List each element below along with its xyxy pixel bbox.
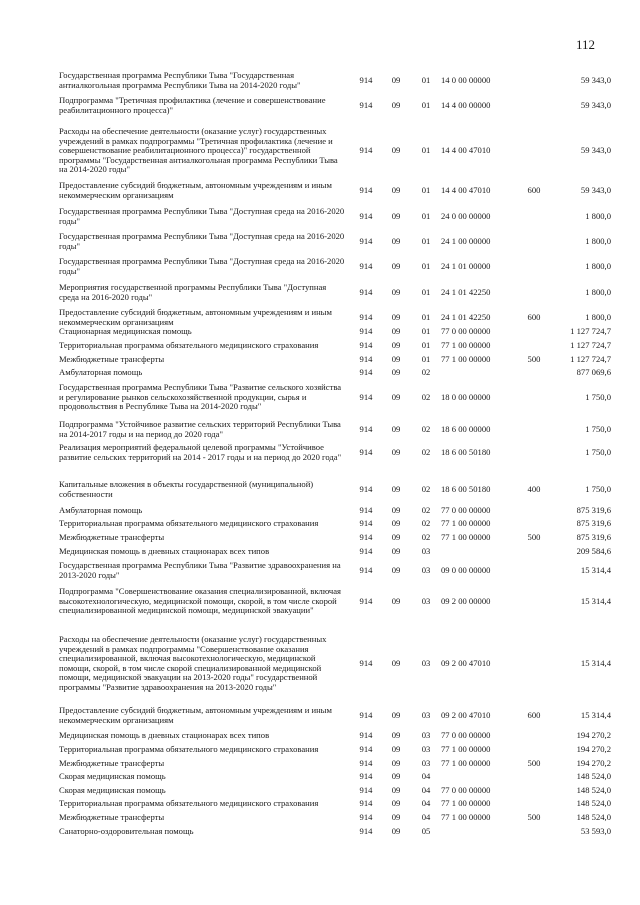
row-subsection: 02	[421, 423, 431, 434]
row-code: 914	[359, 286, 373, 297]
table-row	[59, 547, 611, 557]
row-code: 914	[359, 595, 373, 606]
row-name: Амбулаторная помощь	[59, 505, 143, 515]
row-amount: 1 750,0	[585, 423, 611, 434]
row-name: Территориальная программа обязательного медицинского страхования	[59, 340, 319, 350]
row-code: 914	[359, 391, 373, 402]
row-name: Территориальная программа обязательного медицинского страхования	[59, 518, 319, 528]
row-name: Предоставление субсидий бюджетным, автономным учреждениям и иным некоммерческим организациям	[59, 307, 332, 327]
row-section: 09	[391, 812, 401, 822]
table-row	[59, 327, 611, 337]
row-target-code: 14 4 00 47010	[441, 184, 491, 195]
table-row	[59, 731, 611, 741]
row-subsection: 03	[421, 595, 431, 606]
row-section: 09	[391, 785, 401, 795]
row-code: 914	[359, 311, 373, 322]
row-subsection: 04	[421, 812, 431, 822]
row-section: 09	[391, 423, 401, 434]
row-name: Подпрограмма "Устойчивое развитие сельских территорий Республики Тыва на 2014-2017 годы и на период до 2020 года"	[59, 419, 341, 439]
row-code: 914	[359, 340, 373, 350]
row-subsection: 03	[421, 709, 431, 720]
table-row	[59, 232, 611, 251]
table-row	[59, 813, 611, 823]
row-name: Межбюджетные трансферты	[59, 758, 165, 768]
row-name: Государственная программа Республики Тыва "Доступная среда на 2016-2020 годы"	[59, 256, 345, 276]
row-expense-type: 500	[527, 758, 541, 768]
row-name: Подпрограмма "Совершенствование оказания специализированной, включая высокотехнологическую, медицинской помощи, скорой, в том числе скорой специализированной медицинской помощи, медицинской эвакуации"	[59, 586, 342, 616]
row-section: 09	[391, 260, 401, 271]
row-subsection: 02	[421, 446, 431, 457]
row-code: 914	[359, 771, 373, 781]
row-target-code: 77 1 00 00000	[441, 340, 491, 350]
row-subsection: 03	[421, 546, 431, 556]
row-name: Скорая медицинская помощь	[59, 771, 166, 781]
row-name: Амбулаторная помощь	[59, 367, 143, 377]
row-amount: 1 750,0	[585, 391, 611, 402]
table-row	[59, 257, 611, 276]
row-amount: 59 343,0	[580, 99, 611, 110]
row-amount: 877 069,6	[576, 367, 611, 377]
row-subsection: 01	[421, 210, 431, 221]
table-row	[59, 283, 611, 302]
row-target-code: 77 0 00 00000	[441, 505, 491, 515]
row-amount: 194 270,2	[576, 744, 611, 754]
row-amount: 209 584,6	[576, 546, 611, 556]
row-section: 09	[391, 798, 401, 808]
row-amount: 1 750,0	[585, 483, 611, 494]
row-code: 914	[359, 210, 373, 221]
table-row	[59, 745, 611, 755]
row-amount: 15 314,4	[580, 564, 611, 575]
row-expense-type: 600	[527, 709, 541, 720]
row-name: Государственная программа Республики Тыва "Доступная среда на 2016-2020 годы"	[59, 231, 345, 251]
row-section: 09	[391, 505, 401, 515]
row-code: 914	[359, 354, 373, 364]
row-subsection: 02	[421, 391, 431, 402]
table-row	[59, 519, 611, 529]
row-amount: 15 314,4	[580, 595, 611, 606]
table-row	[59, 706, 611, 725]
row-subsection: 04	[421, 771, 431, 781]
row-target-code: 24 0 00 00000	[441, 210, 491, 221]
row-section: 09	[391, 74, 401, 85]
row-expense-type: 500	[527, 532, 541, 542]
row-section: 09	[391, 184, 401, 195]
row-subsection: 01	[421, 340, 431, 350]
row-section: 09	[391, 367, 401, 377]
row-name: Предоставление субсидий бюджетным, автономным учреждениям и иным некоммерческим организациям	[59, 180, 332, 200]
row-target-code: 14 4 00 47010	[441, 145, 491, 156]
row-name: Скорая медицинская помощь	[59, 785, 166, 795]
table-row	[59, 772, 611, 782]
row-name: Межбюджетные трансферты	[59, 532, 165, 542]
row-amount: 1 800,0	[585, 235, 611, 246]
table-row	[59, 759, 611, 769]
row-name: Расходы на обеспечение деятельности (оказание услуг) государственных учреждений в рамках подпрограммы "Третичная профилактика (лечение и совершенствование реабилитационного процесса)" государственной программы "Государственная антиалкогольная программа Республики Тыва на 2014-2020 годы"	[59, 126, 338, 175]
row-section: 09	[391, 518, 401, 528]
row-code: 914	[359, 758, 373, 768]
row-target-code: 24 1 01 42250	[441, 311, 491, 322]
row-section: 09	[391, 354, 401, 364]
row-subsection: 02	[421, 483, 431, 494]
row-section: 09	[391, 730, 401, 740]
row-section: 09	[391, 826, 401, 836]
row-section: 09	[391, 483, 401, 494]
row-amount: 15 314,4	[580, 709, 611, 720]
table-row	[59, 635, 611, 693]
row-target-code: 24 1 01 00000	[441, 260, 491, 271]
row-amount: 15 314,4	[580, 657, 611, 668]
table-row	[59, 533, 611, 543]
row-section: 09	[391, 311, 401, 322]
row-target-code: 77 1 00 00000	[441, 812, 491, 822]
row-subsection: 02	[421, 505, 431, 515]
row-section: 09	[391, 771, 401, 781]
row-target-code: 77 1 00 00000	[441, 758, 491, 768]
row-name: Государственная программа Республики Тыва "Развитие сельского хозяйства и регулирование рынков сельскохозяйственной продукции, сырья и продовольствия в Республике Тыва на 2014-2020 годы"	[59, 382, 342, 412]
row-expense-type: 500	[527, 812, 541, 822]
row-section: 09	[391, 532, 401, 542]
row-code: 914	[359, 812, 373, 822]
row-code: 914	[359, 657, 373, 668]
row-amount: 53 593,0	[580, 826, 611, 836]
row-amount: 148 524,0	[576, 812, 611, 822]
row-target-code: 09 2 00 00000	[441, 595, 491, 606]
row-code: 914	[359, 518, 373, 528]
row-section: 09	[391, 99, 401, 110]
row-target-code: 14 0 00 00000	[441, 74, 491, 85]
row-name: Государственная программа Республики Тыва "Развитие здравоохранения на 2013-2020 годы"	[59, 560, 341, 580]
row-code: 914	[359, 532, 373, 542]
row-target-code: 09 2 00 47010	[441, 657, 491, 668]
table-row	[59, 420, 611, 439]
row-code: 914	[359, 483, 373, 494]
row-code: 914	[359, 446, 373, 457]
row-target-code: 77 1 00 00000	[441, 532, 491, 542]
row-name: Медицинская помощь в дневных стационарах всех типов	[59, 730, 270, 740]
row-code: 914	[359, 326, 373, 336]
table-row	[59, 96, 611, 115]
row-subsection: 01	[421, 145, 431, 156]
row-expense-type: 600	[527, 184, 541, 195]
row-subsection: 05	[421, 826, 431, 836]
table-row	[59, 383, 611, 412]
row-code: 914	[359, 367, 373, 377]
row-amount: 875 319,6	[576, 518, 611, 528]
row-section: 09	[391, 446, 401, 457]
row-target-code: 14 4 00 00000	[441, 99, 491, 110]
row-section: 09	[391, 235, 401, 246]
row-section: 09	[391, 210, 401, 221]
row-target-code: 77 0 00 00000	[441, 785, 491, 795]
row-name: Территориальная программа обязательного медицинского страхования	[59, 798, 319, 808]
row-amount: 148 524,0	[576, 771, 611, 781]
row-target-code: 18 6 00 00000	[441, 423, 491, 434]
row-name: Санаторно-оздоровительная помощь	[59, 826, 194, 836]
row-section: 09	[391, 340, 401, 350]
row-subsection: 04	[421, 785, 431, 795]
row-name: Капитальные вложения в объекты государственной (муниципальной) собственности	[59, 479, 314, 499]
row-code: 914	[359, 826, 373, 836]
row-amount: 875 319,6	[576, 532, 611, 542]
row-section: 09	[391, 286, 401, 297]
row-subsection: 03	[421, 758, 431, 768]
row-amount: 148 524,0	[576, 785, 611, 795]
row-name: Мероприятия государственной программы Республики Тыва "Доступная среда на 2016-2020 годы"	[59, 282, 327, 302]
row-code: 914	[359, 785, 373, 795]
row-subsection: 03	[421, 730, 431, 740]
row-subsection: 01	[421, 354, 431, 364]
row-code: 914	[359, 145, 373, 156]
row-amount: 1 800,0	[585, 286, 611, 297]
row-subsection: 01	[421, 286, 431, 297]
row-code: 914	[359, 709, 373, 720]
row-code: 914	[359, 798, 373, 808]
row-name: Стационарная медицинская помощь	[59, 326, 192, 336]
row-target-code: 09 2 00 47010	[441, 709, 491, 720]
table-row	[59, 308, 611, 327]
row-name: Реализация мероприятий федеральной целевой программы "Устойчивое развитие сельских территорий на 2014 - 2017 годы и на период до 2020 года"	[59, 442, 342, 462]
row-target-code: 77 1 00 00000	[441, 354, 491, 364]
row-subsection: 01	[421, 99, 431, 110]
table-row	[59, 355, 611, 365]
row-section: 09	[391, 546, 401, 556]
row-name: Расходы на обеспечение деятельности (оказание услуг) государственных учреждений в рамках подпрограммы "Совершенствование оказания специализированной, включая высокотехнологическую, медицинской помощи, скорой, в том числе скорой специализированной медицинской помощи, медицинской эвакуации на 2013-2020 годы" государственной программы "Развитие здравоохранения на 2013-2020 годы"	[59, 634, 327, 692]
row-name: Государственная программа Республики Тыва "Государственная антиалкогольная программа Республики Тыва на 2014-2020 годы"	[59, 70, 301, 90]
row-target-code: 77 1 00 00000	[441, 518, 491, 528]
row-amount: 59 343,0	[580, 145, 611, 156]
table-row	[59, 587, 611, 616]
row-amount: 1 127 724,7	[570, 326, 611, 336]
row-subsection: 04	[421, 798, 431, 808]
table-row	[59, 127, 611, 175]
row-code: 914	[359, 564, 373, 575]
row-subsection: 03	[421, 744, 431, 754]
row-subsection: 02	[421, 532, 431, 542]
table-row	[59, 786, 611, 796]
table-row	[59, 181, 611, 200]
table-row	[59, 368, 611, 378]
row-subsection: 01	[421, 260, 431, 271]
row-section: 09	[391, 595, 401, 606]
row-subsection: 03	[421, 564, 431, 575]
row-code: 914	[359, 744, 373, 754]
row-code: 914	[359, 730, 373, 740]
row-amount: 1 127 724,7	[570, 354, 611, 364]
row-target-code: 18 6 00 50180	[441, 446, 491, 457]
row-target-code: 77 0 00 00000	[441, 326, 491, 336]
row-amount: 194 270,2	[576, 758, 611, 768]
row-name: Предоставление субсидий бюджетным, автономным учреждениям и иным некоммерческим организациям	[59, 705, 332, 725]
table-row	[59, 207, 611, 226]
row-section: 09	[391, 564, 401, 575]
row-section: 09	[391, 744, 401, 754]
row-expense-type: 500	[527, 354, 541, 364]
row-section: 09	[391, 145, 401, 156]
row-amount: 1 127 724,7	[570, 340, 611, 350]
row-target-code: 77 1 00 00000	[441, 798, 491, 808]
row-amount: 1 800,0	[585, 311, 611, 322]
row-subsection: 01	[421, 326, 431, 336]
row-amount: 1 800,0	[585, 260, 611, 271]
row-code: 914	[359, 235, 373, 246]
row-subsection: 01	[421, 74, 431, 85]
row-name: Межбюджетные трансферты	[59, 812, 165, 822]
row-section: 09	[391, 758, 401, 768]
row-target-code: 18 0 00 00000	[441, 391, 491, 402]
row-amount: 59 343,0	[580, 74, 611, 85]
row-code: 914	[359, 260, 373, 271]
row-name: Государственная программа Республики Тыва "Доступная среда на 2016-2020 годы"	[59, 206, 345, 226]
row-subsection: 01	[421, 311, 431, 322]
row-amount: 59 343,0	[580, 184, 611, 195]
table-row	[59, 71, 611, 90]
table-row	[59, 827, 611, 837]
row-amount: 1 750,0	[585, 446, 611, 457]
row-code: 914	[359, 99, 373, 110]
row-amount: 875 319,6	[576, 505, 611, 515]
row-amount: 1 800,0	[585, 210, 611, 221]
table-row	[59, 799, 611, 809]
row-code: 914	[359, 423, 373, 434]
row-section: 09	[391, 391, 401, 402]
row-target-code: 24 1 00 00000	[441, 235, 491, 246]
row-code: 914	[359, 546, 373, 556]
row-subsection: 01	[421, 184, 431, 195]
row-section: 09	[391, 657, 401, 668]
row-subsection: 03	[421, 657, 431, 668]
row-code: 914	[359, 505, 373, 515]
row-section: 09	[391, 326, 401, 336]
table-row	[59, 443, 611, 462]
row-subsection: 02	[421, 367, 431, 377]
row-subsection: 01	[421, 235, 431, 246]
table-row	[59, 506, 611, 516]
row-name: Подпрограмма "Третичная профилактика (лечение и совершенствование реабилитационного процесса)"	[59, 95, 326, 115]
row-expense-type: 600	[527, 311, 541, 322]
row-name: Межбюджетные трансферты	[59, 354, 165, 364]
row-name: Территориальная программа обязательного медицинского страхования	[59, 744, 319, 754]
row-target-code: 77 1 00 00000	[441, 744, 491, 754]
row-target-code: 18 6 00 50180	[441, 483, 491, 494]
row-expense-type: 400	[527, 483, 541, 494]
row-target-code: 77 0 00 00000	[441, 730, 491, 740]
row-target-code: 09 0 00 00000	[441, 564, 491, 575]
row-code: 914	[359, 74, 373, 85]
row-amount: 194 270,2	[576, 730, 611, 740]
row-amount: 148 524,0	[576, 798, 611, 808]
row-name: Медицинская помощь в дневных стационарах всех типов	[59, 546, 270, 556]
table-row	[59, 480, 611, 499]
row-target-code: 24 1 01 42250	[441, 286, 491, 297]
table-row	[59, 561, 611, 580]
table-row	[59, 341, 611, 351]
row-subsection: 02	[421, 518, 431, 528]
page-number: 112	[576, 37, 596, 52]
row-section: 09	[391, 709, 401, 720]
row-code: 914	[359, 184, 373, 195]
